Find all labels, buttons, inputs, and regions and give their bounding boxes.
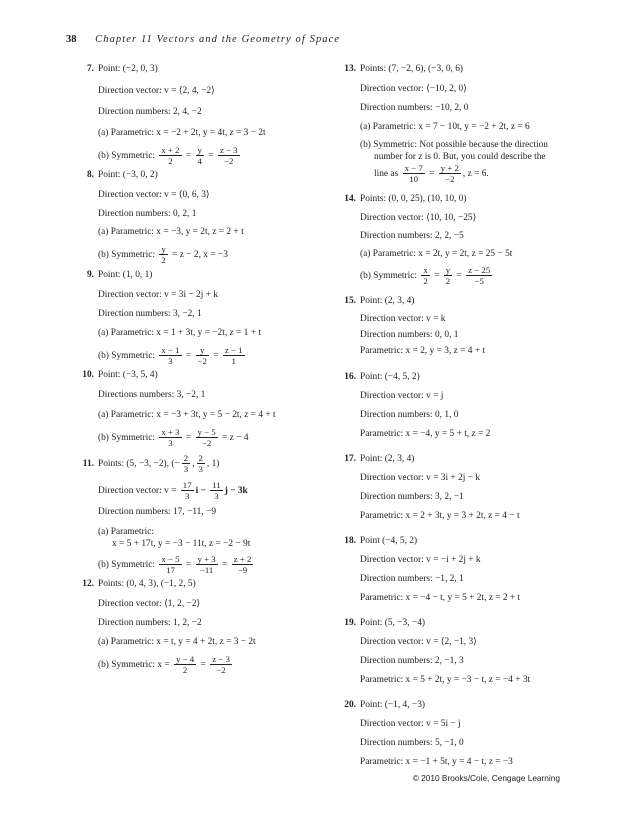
fraction: $\frac{x - 7}{10}$ [404, 163, 423, 185]
problem-14 [340, 194, 610, 287]
chapter-title: Chapter 11 Vectors and the Geometry of Space [95, 34, 341, 45]
problem-9 [78, 270, 328, 367]
parametric-eq: x = 5 + 17t, y = −3 − 11t, z = −2 − 9t [112, 539, 251, 549]
symmetric-eq: (b) Symmetric: $\frac{x + 3}{3}$ = $\frac{y - 5}{-2}$ = z − 4 [98, 427, 249, 449]
direction-numbers: Direction numbers: 5, −1, 0 [360, 738, 464, 748]
direction-numbers: Direction numbers: 0, 2, 1 [98, 209, 197, 219]
direction-numbers: Direction numbers: 2, 2, −5 [360, 231, 464, 241]
points: Points: (5, −3, −2), (− $\frac{2}{3}$ , $\frac{2}{3}$ , 1) [98, 453, 220, 475]
direction-numbers: Direction numbers: 0, 0, 1 [360, 330, 459, 340]
point: Point: (−3, 5, 4) [98, 370, 158, 380]
parametric-eq: Parametric: x = 2, y = 3, z = 4 + t [360, 346, 486, 356]
direction-vector: Direction vector: v = −i + 2j + k [360, 555, 481, 565]
parametric-eq: (a) Parametric: x = −3, y = 2t, z = 2 + t [98, 227, 244, 237]
parametric-label: (a) Parametric: [98, 527, 154, 537]
symmetric-label: (b) Symmetric: [98, 250, 156, 260]
fraction: $\frac{y}{2}$ [445, 265, 451, 287]
point: Point (−4, 5, 2) [360, 536, 418, 546]
problem-label: 15. [344, 296, 356, 306]
point: Point: (5, −3, −4) [360, 618, 426, 628]
fraction: $\frac{z - 1}{1}$ [224, 345, 243, 367]
fraction: $\frac{x}{2}$ [423, 265, 428, 287]
point: Point: (−4, 5, 2) [360, 372, 420, 382]
fraction: $\frac{y + 2}{-2}$ [440, 163, 459, 185]
point: Point: (−3, 0, 2) [98, 170, 158, 180]
direction-numbers: Direction numbers: 1, 2, −2 [98, 618, 202, 628]
page-number: 38 [66, 34, 77, 45]
problem-label: 19. [344, 618, 356, 628]
symmetric-note-1: (b) Symmetric: Not possible because the direction [360, 140, 548, 150]
symmetric-label: (b) Symmetric: x = [98, 660, 170, 670]
parametric-eq: Parametric: x = 2 + 3t, y = 3 + 2t, z = 4 − t [360, 511, 520, 521]
symmetric-note-2: number for z is 0. But, you could describe the [374, 152, 546, 162]
fraction: $\frac{y}{4}$ [197, 145, 202, 167]
direction-numbers: Direction numbers: 0, 1, 0 [360, 410, 459, 420]
problem-label: 18. [344, 536, 356, 546]
symmetric-label: (b) Symmetric: [360, 271, 418, 281]
parametric-eq: (a) Parametric: x = −2 + 2t, y = 4t, z = 3 − 2t [98, 128, 266, 138]
symmetric-label: (b) Symmetric: [98, 560, 156, 570]
direction-numbers: Direction numbers: 2, −1, 3 [360, 656, 464, 666]
problem-11 [78, 453, 328, 576]
points: Points: (0, 0, 25), (10, 10, 0) [360, 194, 467, 204]
parametric-eq: Parametric: x = −1 + 5t, y = 4 − t, z = −3 [360, 757, 513, 767]
fraction: $\frac{z - 25}{-5}$ [468, 265, 491, 287]
copyright-footer: © 2010 Brooks/Cole, Cengage Learning [412, 773, 560, 783]
problem-label: 20. [344, 700, 356, 710]
symmetric-label: (b) Symmetric: [98, 351, 156, 361]
direction-vector: Direction vector: ⟨1, 2, −2⟩ [98, 599, 201, 609]
problem-19 [340, 618, 610, 686]
problem-18 [340, 536, 610, 604]
direction-numbers: Directions numbers: 3, −2, 1 [98, 390, 206, 400]
symmetric-eq: (b) Symmetric: $\frac{x}{2}$ = $\frac{y}{2}$ = $\frac{z - 25}{-5}$ [360, 265, 491, 287]
symmetric-label: (b) Symmetric: [98, 433, 156, 443]
direction-vector: Direction vector: v = ⟨0, 6, 3⟩ [98, 190, 210, 200]
direction-vector: Direction vector: v = ⟨2, −1, 3⟩ [360, 637, 477, 647]
direction-vector: Direction vector: v = k [360, 314, 446, 324]
parametric-eq: (a) Parametric: x = 2t, y = 2t, z = 25 − 5t [360, 249, 513, 259]
fraction: $\frac{x - 5}{17}$ [161, 554, 180, 576]
fraction: $\frac{17}{3}$ [182, 480, 192, 502]
direction-vector: Direction vector: v = j [360, 391, 444, 401]
point: Point: (1, 0, 1) [98, 270, 153, 280]
problem-label: 9. [86, 270, 94, 280]
symmetric-eq: line as $\frac{x - 7}{10}$ = $\frac{y + 2}{-2}$ , z = 6. [374, 163, 489, 185]
fraction: $\frac{y}{-2}$ [197, 345, 207, 367]
point: Point: (2, 3, 4) [360, 454, 415, 464]
symmetric-tail: , z = 6. [462, 169, 489, 179]
direction-vector: Direction vector: ⟨10, 10, −25⟩ [360, 213, 477, 223]
symmetric-eq [78, 244, 328, 266]
point: Point: (2, 3, 4) [360, 296, 415, 306]
right-column [340, 58, 610, 768]
problem-label: 14. [344, 194, 356, 204]
problem-16 [340, 372, 610, 440]
problem-17 [340, 454, 610, 522]
parametric-eq: (a) Parametric: x = −3 + 3t, y = 5 − 2t, z = 4 + t [98, 410, 276, 420]
problem-label: 8. [86, 170, 94, 180]
parametric-eq: (a) Parametric: x = 7 − 10t, y = −2 + 2t, z = 6 [360, 122, 530, 132]
problem-8 [78, 170, 328, 266]
problem-label: 16. [344, 372, 356, 382]
fraction: $\frac{x + 2}{2}$ [161, 145, 180, 167]
direction-vector: Direction vector: v = 5i − j [360, 719, 461, 729]
symmetric-label: (b) Symmetric: [98, 151, 156, 161]
direction-numbers: Direction numbers: −10, 2, 0 [360, 103, 469, 113]
points: Points: (7, −2, 6), (−3, 0, 6) [360, 64, 464, 74]
problem-label: 7. [86, 64, 94, 74]
points: Points: (0, 4, 3), (−1, 2, 5) [98, 579, 196, 589]
parametric-eq: Parametric: x = 5 + 2t, y = −3 − t, z = −4 + 3t [360, 675, 531, 685]
problem-label: 13. [344, 64, 356, 74]
parametric-eq: Parametric: x = −4 − t, y = 5 + 2t, z = 2 + t [360, 593, 521, 603]
symmetric-eq: (b) Symmetric: $\frac{x - 5}{17}$ = $\frac{y + 3}{-11}$ = $\frac{z + 2}{-9}$ [98, 554, 252, 576]
fraction: $\frac{y + 3}{-11}$ [197, 554, 216, 576]
fraction: $\frac{z - 3}{-2}$ [219, 145, 238, 167]
direction-numbers: Direction numbers: 3, 2, −1 [360, 492, 464, 502]
fraction: $\frac{y - 5}{-2}$ [197, 427, 216, 449]
fraction: $\frac{x - 1}{3}$ [161, 345, 180, 367]
page-header [66, 34, 340, 45]
problem-12 [78, 579, 328, 676]
fraction: $\frac{2}{3}$ [198, 453, 203, 475]
direction-numbers: Direction numbers: 17, −11, −9 [98, 507, 217, 517]
fraction: $\frac{y - 4}{2}$ [176, 654, 195, 676]
problem-label: 11. [82, 459, 94, 469]
problem-10 [78, 370, 328, 449]
direction-vector: Direction vector: ⟨−10, 2, 0⟩ [360, 84, 467, 94]
parametric-eq: (a) Parametric: x = 1 + 3t, y = −2t, z = 1 + t [98, 328, 261, 338]
fraction: $\frac{11}{3}$ [212, 480, 221, 502]
left-column [78, 58, 328, 676]
problem-label: 10. [82, 370, 94, 380]
problem-20 [340, 700, 610, 768]
point: Point: (−2, 0, 3) [98, 64, 158, 74]
direction-vector: Direction vector: v = $\frac{17}{3}$ i − $\frac{11}{3}$ j − 3k [98, 480, 248, 502]
direction-numbers: Direction numbers: −1, 2, 1 [360, 574, 464, 584]
direction-vector: Direction vector: v = 3i − 2j + k [98, 290, 219, 300]
problem-7 [78, 64, 328, 167]
problem-label: 12. [82, 579, 94, 589]
problem-15 [340, 296, 610, 357]
fraction: $\frac{z - 3}{-2}$ [212, 654, 230, 676]
symmetric-tail: = z − 4 [222, 433, 249, 443]
direction-numbers: Direction numbers: 3, −2, 1 [98, 309, 202, 319]
parametric-eq: Parametric: x = −4, y = 5 + t, z = 2 [360, 429, 491, 439]
direction-numbers: Direction numbers: 2, 4, −2 [98, 107, 202, 117]
direction-vector: Direction vector: v = ⟨2, 4, −2⟩ [98, 86, 215, 96]
direction-vector: Direction vector: v = 3i + 2j − k [360, 473, 481, 483]
symmetric-eq: (b) Symmetric: x = $\frac{y - 4}{2}$ = $\frac{z - 3}{-2}$ [98, 654, 230, 676]
problem-13 [340, 64, 610, 185]
point: Point: (−1, 4, −3) [360, 700, 426, 710]
problem-label: 17. [344, 454, 356, 464]
fraction: $\frac{z + 2}{-9}$ [233, 554, 252, 576]
fraction: $\frac{y}{2}$ [161, 244, 166, 266]
symmetric-tail: = z − 2, x = −3 [172, 250, 228, 260]
parametric-eq: (a) Parametric: x = t, y = 4 + 2t, z = 3 − 2t [98, 637, 256, 647]
symmetric-eq: (b) Symmetric: $\frac{x + 2}{2}$ = $\frac{y}{4}$ = $\frac{z - 3}{-2}$ [98, 145, 238, 167]
fraction: $\frac{x + 3}{3}$ [161, 427, 180, 449]
symmetric-eq: (b) Symmetric: $\frac{x - 1}{3}$ = $\frac{y}{-2}$ = $\frac{z - 1}{1}$ [98, 345, 243, 367]
fraction: $\frac{2}{3}$ [183, 453, 189, 475]
